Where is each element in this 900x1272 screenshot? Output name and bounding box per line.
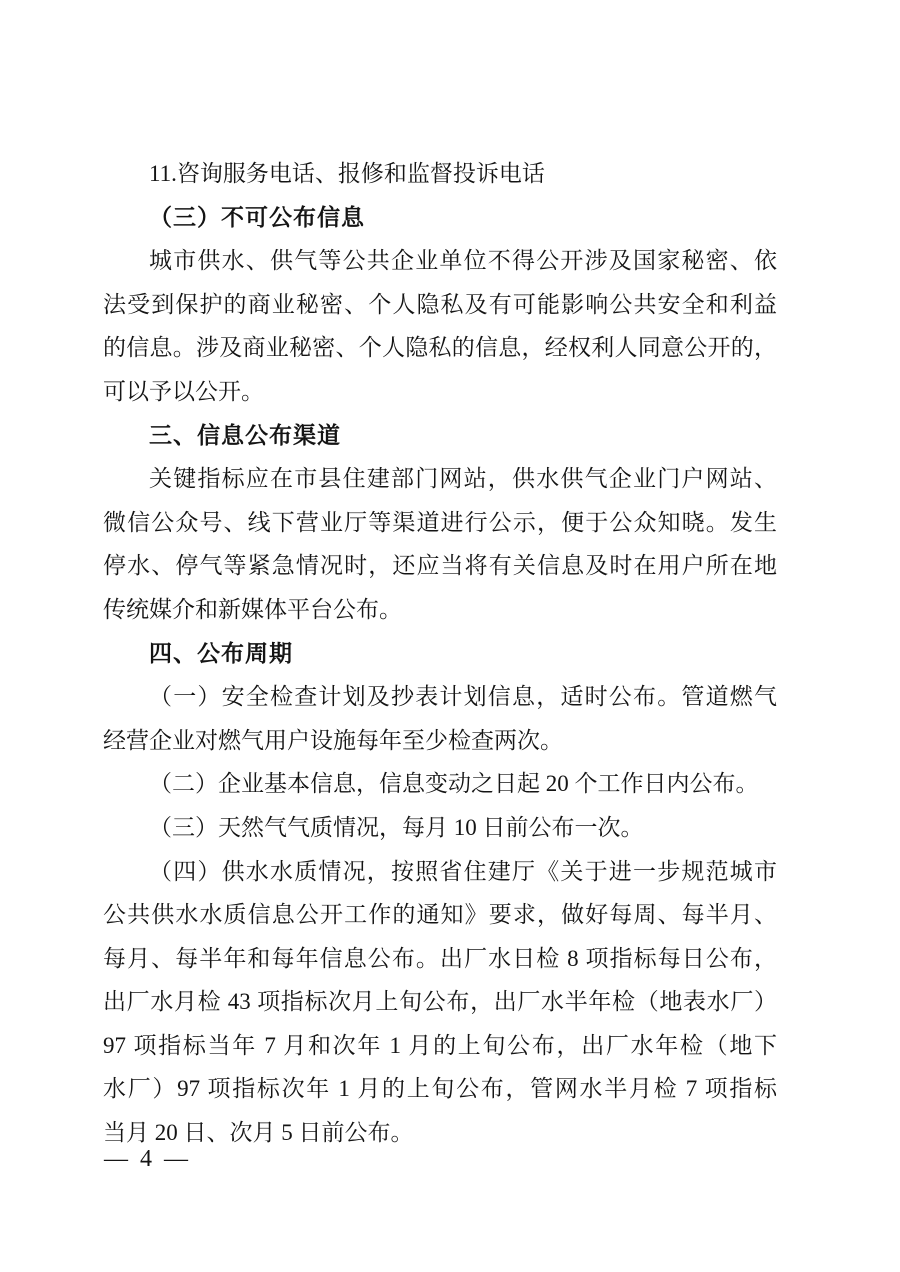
page-number: — 4 — (104, 1146, 191, 1172)
text-line: 停水、停气等紧急情况时，还应当将有关信息及时在用户所在地 (103, 553, 777, 579)
text-line: （二）企业基本信息，信息变动之日起 20 个工作日内公布。 (149, 771, 759, 797)
text-line: 当月 20 日、次月 5 日前公布。 (103, 1120, 414, 1146)
document-body (103, 152, 777, 1155)
text-line: 可以予以公开。 (103, 378, 264, 404)
text-line: 传统媒介和新媒体平台公布。 (103, 596, 402, 622)
text-line: 97 项指标当年 7 月和次年 1 月的上旬公布，出厂水年检（地下 (103, 1032, 777, 1058)
section-heading: 三、信息公布渠道 (149, 422, 341, 448)
text-line: （一）安全检查计划及抄表计划信息，适时公布。管道燃气 (149, 684, 777, 710)
section-heading: 四、公布周期 (149, 640, 293, 666)
text-line: 关键指标应在市县住建部门网站，供水供气企业门户网站、 (149, 466, 777, 492)
text-line: 微信公众号、线下营业厅等渠道进行公示，便于公众知晓。发生 (103, 509, 777, 535)
text-line: 出厂水月检 43 项指标次月上旬公布，出厂水半年检（地表水厂） (103, 989, 777, 1015)
text-line: 法受到保护的商业秘密、个人隐私及有可能影响公共安全和利益 (103, 291, 777, 317)
text-line: 公共供水水质信息公开工作的通知》要求，做好每周、每半月、 (103, 902, 777, 928)
text-line: 城市供水、供气等公共企业单位不得公开涉及国家秘密、依 (149, 248, 777, 274)
text-line: 每月、每半年和每年信息公布。出厂水日检 8 项指标每日公布， (103, 945, 777, 971)
text-line: 的信息。涉及商业秘密、个人隐私的信息，经权利人同意公开的， (103, 335, 777, 361)
text-line: 11.咨询服务电话、报修和监督投诉电话 (149, 161, 545, 186)
text-line: （四）供水水质情况，按照省住建厅《关于进一步规范城市 (149, 858, 777, 884)
text-line: 经营企业对燃气用户设施每年至少检查两次。 (103, 727, 563, 753)
section-heading: （三）不可公布信息 (149, 204, 365, 230)
text-line: （三）天然气气质情况，每月 10 日前公布一次。 (149, 814, 644, 840)
text-line: 水厂）97 项指标次年 1 月的上旬公布，管网水半月检 7 项指标 (103, 1076, 777, 1102)
